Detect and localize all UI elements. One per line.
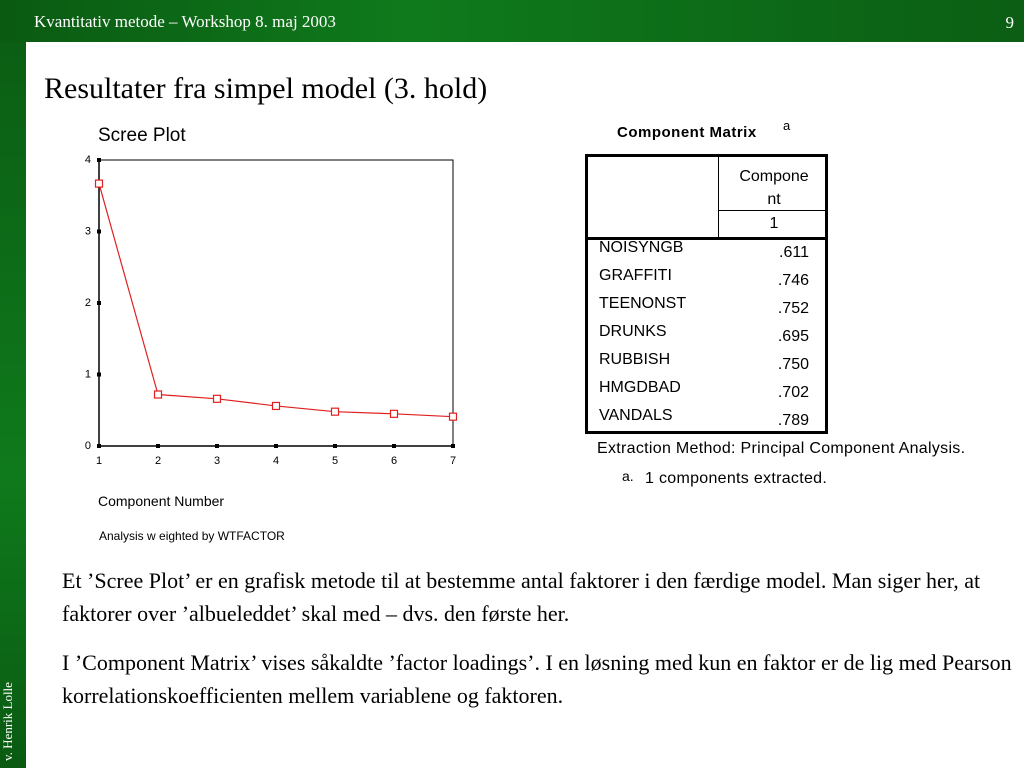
variable-name: GRAFFITI: [599, 267, 672, 284]
author-label: v. Henrik Lolle: [0, 682, 15, 762]
table-row: [588, 295, 825, 323]
x-tick-label: 4: [272, 455, 280, 467]
loading-value: .789: [777, 412, 809, 429]
matrix-title: Component Matrix: [617, 124, 757, 141]
table-row: [588, 239, 825, 267]
loading-value: .611: [779, 244, 809, 261]
x-tick-mark: [274, 444, 278, 448]
data-point: [155, 391, 162, 398]
data-point: [214, 395, 221, 402]
column-header-line: Compone: [739, 168, 809, 185]
table-row: [588, 323, 825, 351]
column-number: 1: [769, 215, 779, 232]
loading-value: .746: [777, 272, 809, 289]
x-tick-mark: [97, 444, 101, 448]
variable-name: NOISYNGB: [599, 239, 684, 256]
y-tick-label: 2: [84, 297, 91, 309]
table-row: [588, 379, 825, 407]
paragraph-matrix: I ’Component Matrix’ vises såkaldte ’factor loadings’. I en løsning med kun en faktor er de lig med Pearson korrelationskoefficienten mellem variablene og faktoren.: [62, 650, 1012, 708]
x-tick-label: 6: [390, 455, 398, 467]
extraction-method-note: Extraction Method: Principal Component Analysis.: [597, 440, 966, 457]
x-tick-mark: [215, 444, 219, 448]
x-tick-label: 5: [331, 455, 339, 467]
scree-plot: [60, 118, 480, 548]
x-axis-label: Component Number: [98, 493, 225, 509]
variable-name: VANDALS: [599, 407, 673, 424]
matrix-title-footnote-marker: a: [783, 118, 791, 133]
variable-name: HMGDBAD: [599, 379, 681, 396]
column-header: [719, 165, 829, 211]
y-tick-label: 0: [84, 440, 91, 452]
y-tick-mark: [97, 158, 101, 162]
y-tick-label: 4: [84, 154, 91, 166]
y-tick-mark: [97, 373, 101, 377]
x-tick-mark: [451, 444, 455, 448]
x-tick-label: 1: [95, 455, 103, 467]
x-tick-mark: [333, 444, 337, 448]
x-tick-mark: [392, 444, 396, 448]
page-number: 9: [1005, 13, 1014, 32]
data-point: [96, 180, 103, 187]
variable-name: RUBBISH: [599, 351, 671, 368]
loading-value: .752: [777, 300, 809, 317]
y-tick-mark: [97, 301, 101, 305]
y-tick-label: 3: [84, 225, 91, 238]
y-tick-label: 1: [84, 368, 91, 381]
components-extracted-note: 1 components extracted.: [645, 470, 828, 487]
series-line: [99, 184, 453, 417]
slide-title: Resultater fra simpel model (3. hold): [44, 72, 488, 105]
chart-title: Scree Plot: [98, 125, 186, 146]
data-point: [391, 410, 398, 417]
data-point: [332, 408, 339, 415]
table-row: [588, 407, 825, 435]
x-ticks: [96, 444, 456, 467]
loading-value: .750: [777, 356, 809, 373]
footnote-marker: a.: [622, 468, 634, 484]
data-point: [273, 402, 280, 409]
loading-value: .702: [777, 384, 809, 401]
body-text: [62, 564, 1012, 728]
x-tick-label: 3: [213, 455, 221, 467]
data-points: [96, 180, 457, 420]
x-tick-label: 2: [154, 455, 162, 467]
column-header-line: nt: [767, 191, 781, 208]
y-tick-mark: [97, 230, 101, 234]
variable-name: TEENONST: [599, 295, 687, 312]
left-sidebar: [0, 42, 26, 768]
paragraph-scree: Et ’Scree Plot’ er en grafisk metode til at bestemme antal faktorer i den færdige model. Man siger her, at faktorer over ’albueleddet’ skal med – dvs. den første her.: [62, 568, 981, 626]
loading-value: .695: [777, 328, 809, 345]
table-row: [588, 267, 825, 295]
table-row: [588, 351, 825, 379]
slide-header: [0, 0, 1024, 42]
component-matrix-table: [585, 154, 828, 434]
x-tick-label: 7: [449, 455, 457, 467]
chart-footnote: Analysis w eighted by WTFACTOR: [99, 529, 285, 543]
x-tick-mark: [156, 444, 160, 448]
header-title: Kvantitativ metode – Workshop 8. maj 2003: [34, 12, 336, 31]
data-point: [450, 413, 457, 420]
variable-name: DRUNKS: [599, 323, 667, 340]
